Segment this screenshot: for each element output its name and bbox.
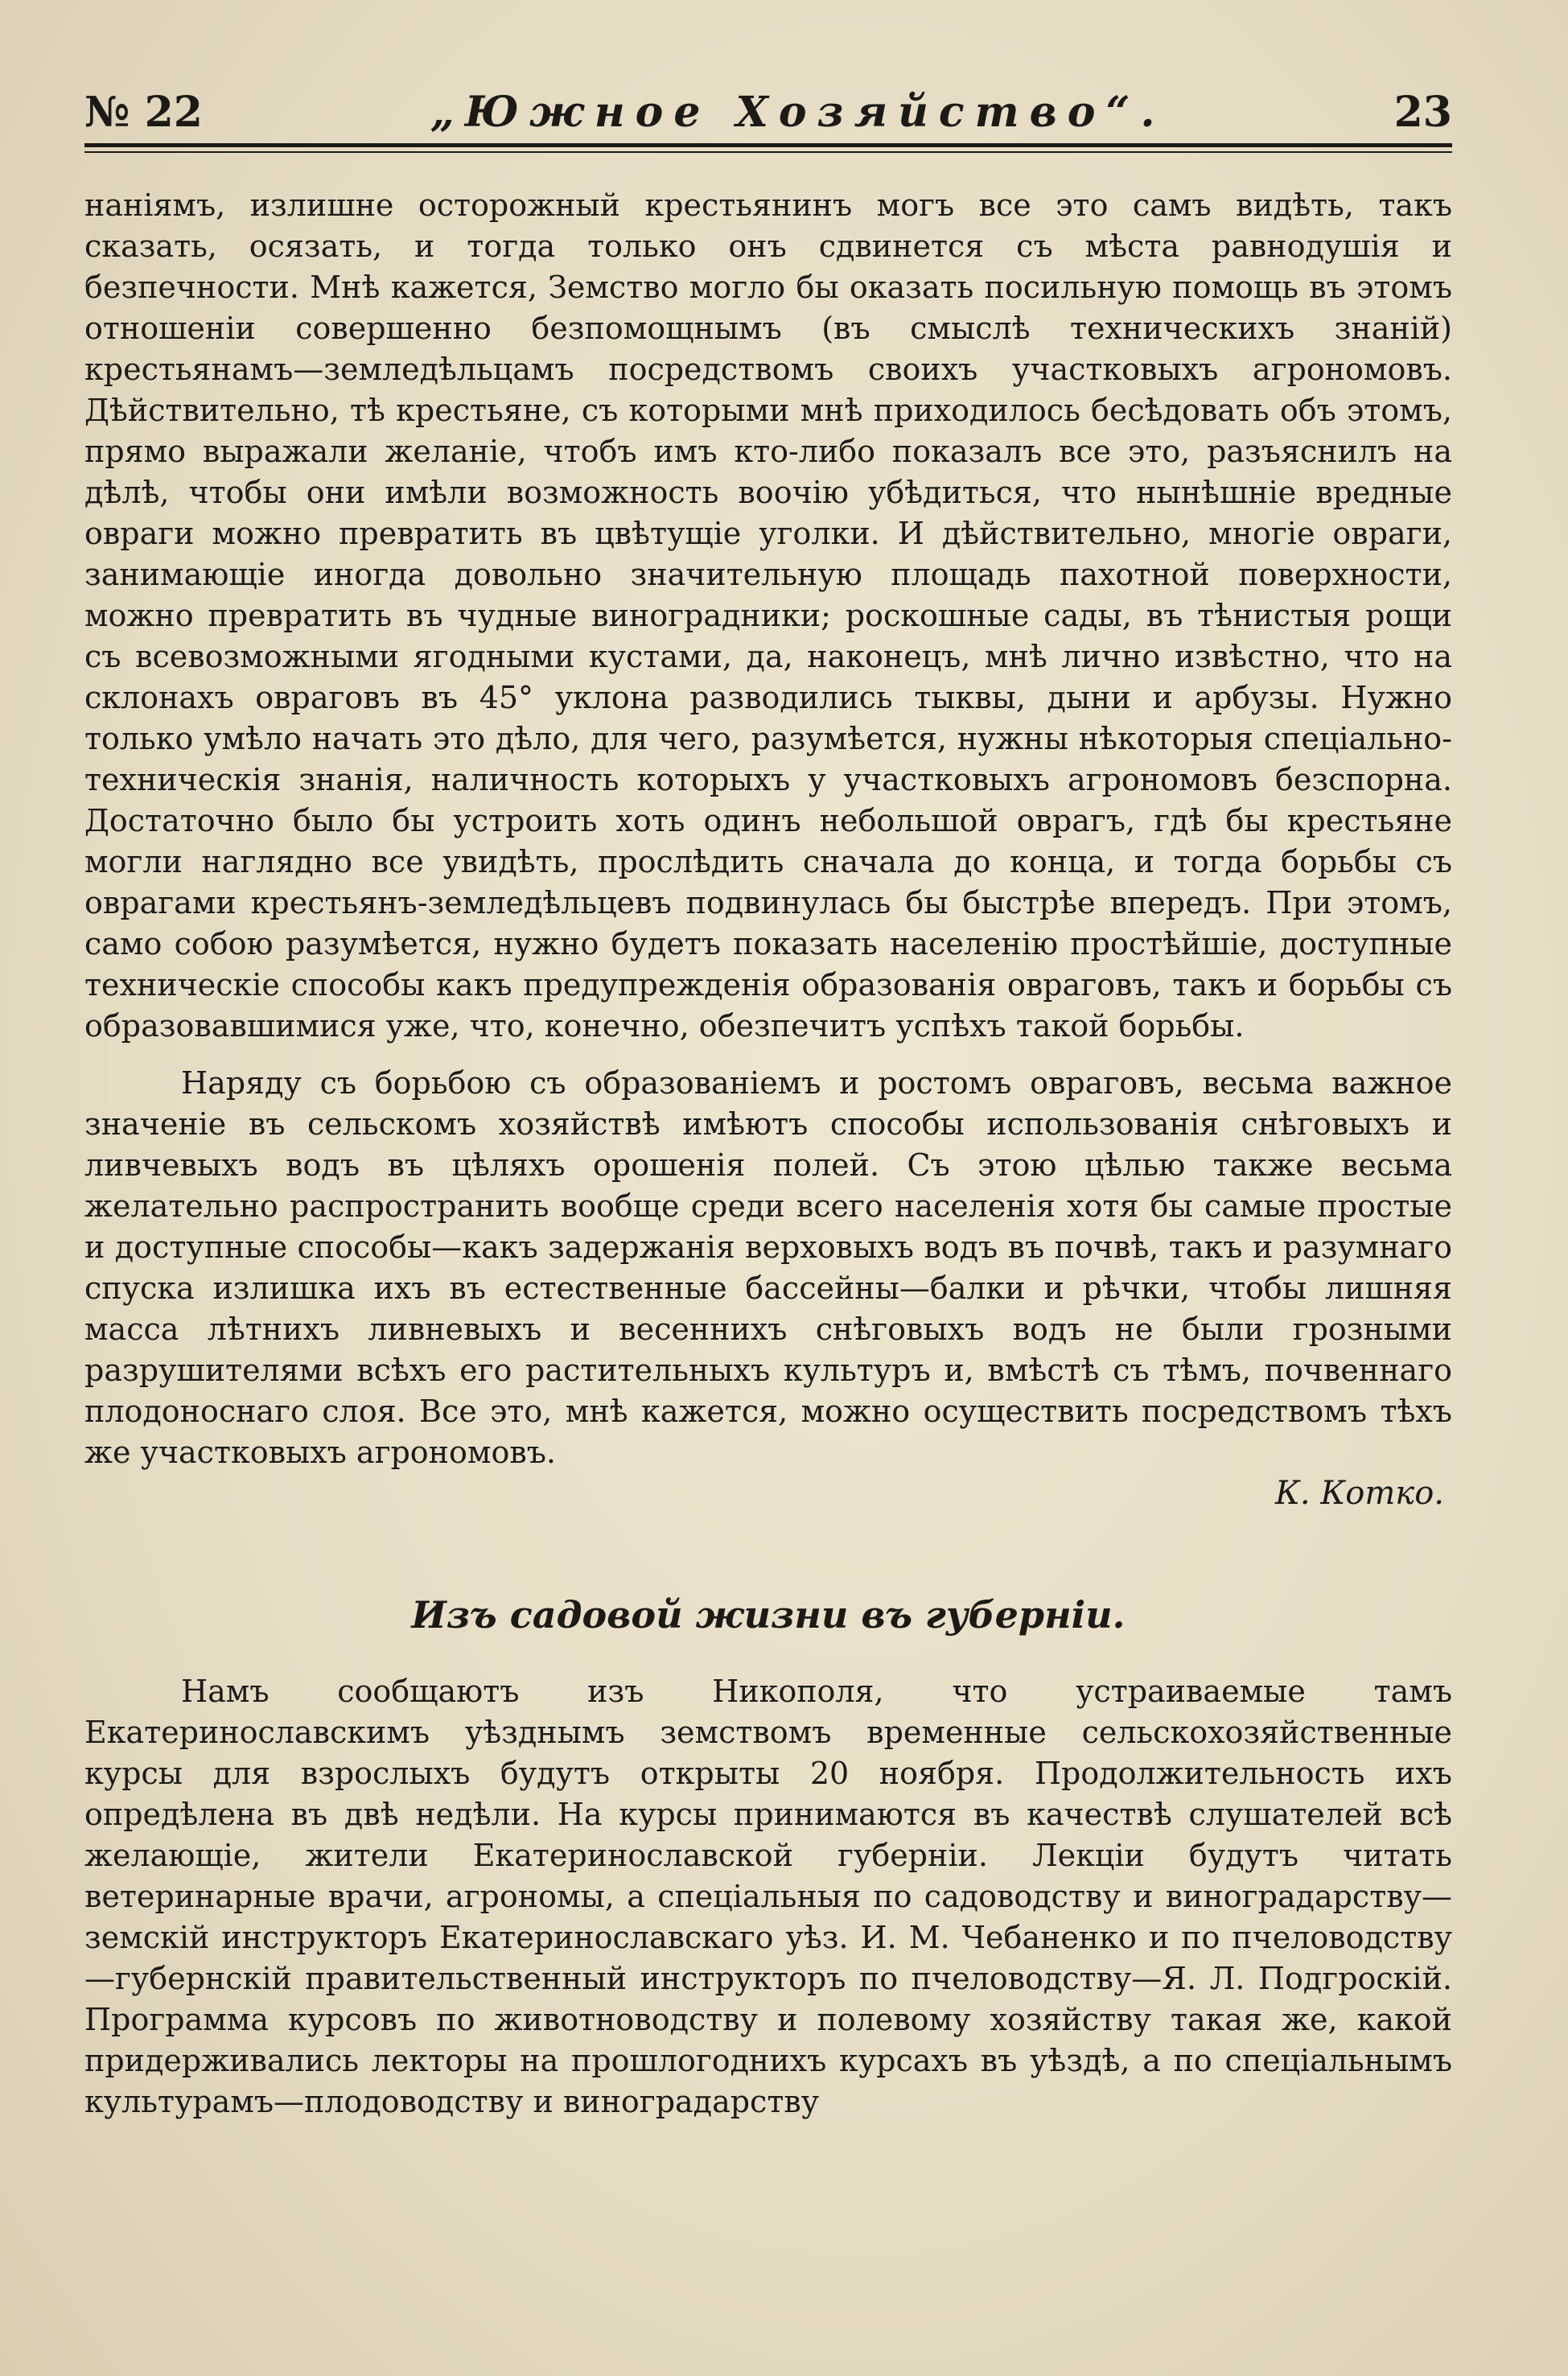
paragraph-gap	[84, 1047, 1452, 1063]
journal-title: „Южное Хозяйство“.	[430, 88, 1166, 137]
issue-number: № 22	[84, 88, 203, 137]
article1-paragraph-1: наніямъ, излишне осторожный крестьянинъ могъ все это самъ видѣть, такъ сказать, осязать, и тогда только онъ сдвинется съ мѣста равнодушія и безпечности. Мнѣ кажется, Земство могло бы оказать посильную помощь въ этомъ отношеніи совершенно безпомощнымъ (въ смыслѣ техническихъ знаній) крестьянамъ—земледѣльцамъ посредствомъ своихъ участковыхъ агрономовъ. Дѣйствительно, тѣ крестьяне, съ которыми мнѣ приходилось бесѣдовать объ этомъ, прямо выражали желаніе, чтобъ имъ кто-либо показалъ все это, разъяснилъ на дѣлѣ, чтобы они имѣли возможность воочію убѣдиться, что нынѣшніе вредные овраги можно превратить въ цвѣтущіе уголки. И дѣйствительно, многіе овраги, занимающіе иногда довольно значительную площадь пахотной поверхности, можно превратить въ чудные виноградники; роскошные сады, въ тѣнистыя рощи съ всевозможными ягодными кустами, да, наконецъ, мнѣ лично извѣстно, что на склонахъ овраговъ въ 45° уклона разводились тыквы, дыни и арбузы. Нужно только умѣло начать это дѣло, для чего, разумѣется, нужны нѣкоторыя спеціально-техническія знанія, наличность которыхъ у участковыхъ агрономовъ безспорна. Достаточно было бы устроить хоть одинъ небольшой оврагъ, гдѣ бы крестьяне могли наглядно все увидѣть, прослѣдить сначала до конца, и тогда борьбы съ оврагами крестьянъ-земледѣльцевъ подвинулась бы быстрѣе впередъ. При этомъ, само собою разумѣется, нужно будетъ показать населенію простѣйшіе, доступные техническіе способы какъ предупрежденія образованія овраговъ, такъ и борьбы съ образовавшимися уже, что, конечно, обезпечитъ успѣхъ такой борьбы.	[84, 187, 1452, 1044]
header-rule-thick	[84, 143, 1452, 147]
article1-paragraph-2: Наряду съ борьбою съ образованіемъ и ростомъ овраговъ, весьма важное значеніе въ сельскомъ хозяйствѣ имѣютъ способы использованія снѣговыхъ и ливчевыхъ водъ въ цѣляхъ орошенія полей. Съ этою цѣлью также весьма желательно распространить вообще среди всего населенія хотя бы самые простые и доступные способы—какъ задержанія верховыхъ водъ въ почвѣ, такъ и разумнаго спуска излишка ихъ въ естественные бассейны—балки и рѣчки, чтобы лишняя масса лѣтнихъ ливневыхъ и весеннихъ снѣговыхъ водъ не были грозными разрушителями всѣхъ его растительныхъ культуръ и, вмѣстѣ съ тѣмъ, почвеннаго плодоноснаго слоя. Все это, мнѣ кажется, можно осуществить посредствомъ тѣхъ же участковыхъ агрономовъ.	[84, 1065, 1452, 1470]
article2-heading: Изъ садовой жизни въ губерніи.	[411, 1593, 1126, 1637]
page-number: 23	[1393, 88, 1452, 137]
header-rule-thin	[84, 151, 1452, 153]
author-signature: К. Котко.	[1274, 1475, 1444, 1512]
text-column	[84, 185, 1452, 2123]
article2-paragraph-1: Намъ сообщаютъ изъ Никополя, что устраиваемые тамъ Екатеринославскимъ уѣзднымъ земствомъ временные сельскохозяйственные курсы для взрослыхъ будутъ открыты 20 ноября. Продолжительность ихъ опредѣлена въ двѣ недѣли. На курсы принимаются въ качествѣ слушателей всѣ желающіе, жители Екатеринославской губерніи. Лекціи будутъ читать ветеринарные врачи, агрономы, а спеціальныя по садоводству и виноградарству—земскій инструкторъ Екатеринославскаго уѣз. И. М. Чебаненко и по пчеловодству—губернскій правительственный инструкторъ по пчеловодству—Я. Л. Подгроскій. Программа курсовъ по животноводству и полевому хозяйству такая же, какой придерживались лекторы на прошлогоднихъ курсахъ въ уѣздѣ, а по спеціальнымъ культурамъ—плодоводству и виноградарству	[84, 1674, 1452, 2119]
running-header	[84, 84, 1452, 149]
